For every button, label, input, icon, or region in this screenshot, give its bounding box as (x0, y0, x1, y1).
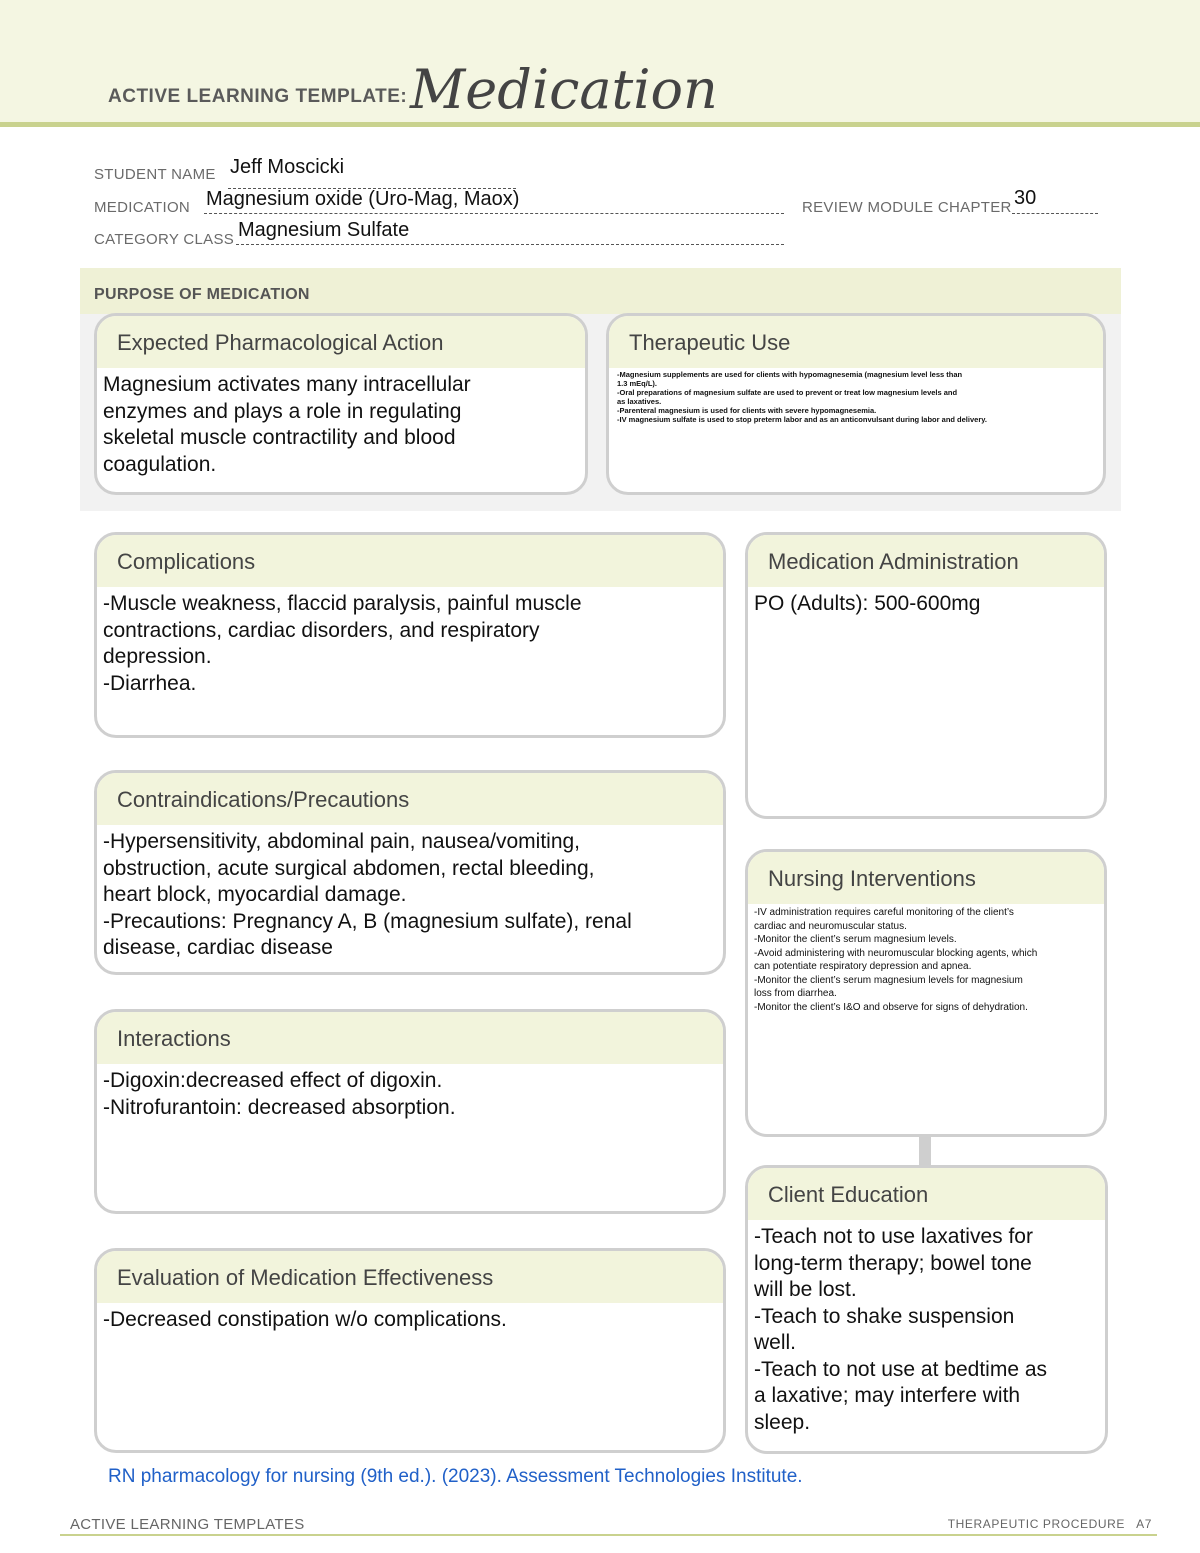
footer-right: THERAPEUTIC PROCEDURE A7 (947, 1517, 1152, 1531)
header-rule (0, 122, 1200, 127)
nursing-interventions-text[interactable]: -IV administration requires careful monitoring of the client’s cardiac and neuromuscular status. -Monitor the client’s serum magnesium levels. -Avoid administering with neuromuscular blocking agents, which can potentiate respiratory depression and apnea. -Monitor the client’s serum magnesium levels for magnesium loss from diarrhea. -Monitor the client’s I&O and observe for signs of dehydration. (754, 907, 1038, 1013)
student-name-field[interactable]: Jeff Moscicki (230, 156, 345, 178)
medication-underline (204, 213, 784, 214)
footer-left: ACTIVE LEARNING TEMPLATES (70, 1516, 305, 1533)
student-name-label: STUDENT NAME (94, 166, 216, 183)
evaluation-box (94, 1248, 726, 1453)
expected-action-box (94, 313, 588, 495)
review-chapter-underline (1012, 213, 1098, 214)
category-class-field[interactable]: Magnesium Sulfate (238, 219, 410, 241)
purpose-label: PURPOSE OF MEDICATION (94, 286, 310, 303)
therapeutic-use-text[interactable]: -Magnesium supplements are used for clients with hypomagnesemia (magnesium level less than 1.3 mEq/L). -Oral preparations of magnesium sulfate are used to prevent or treat low magnesium levels and as laxatives. -Parenteral magnesium is used for clients with severe hypomagnesemia. -IV magnesium sulfate is used to stop preterm labor and as an anticonvulsant during labor and delivery. (617, 370, 987, 424)
medication-field[interactable]: Magnesium oxide (Uro-Mag, Maox) (206, 188, 520, 210)
administration-title: Medication Administration (748, 535, 1104, 587)
citation: RN pharmacology for nursing (9th ed.). (2023). Assessment Technologies Institute. (108, 1466, 803, 1487)
category-class-underline (236, 244, 784, 245)
template-label: ACTIVE LEARNING TEMPLATE: (108, 86, 408, 107)
client-education-box (745, 1165, 1108, 1454)
complications-text[interactable]: -Muscle weakness, flaccid paralysis, painful muscle contractions, cardiac disorders, and respiratory depression. -Diarrhea. (103, 592, 582, 695)
complications-title: Complications (97, 535, 723, 587)
evaluation-text[interactable]: -Decreased constipation w/o complications. (103, 1308, 507, 1331)
evaluation-title: Evaluation of Medication Effectiveness (97, 1251, 723, 1303)
medication-label: MEDICATION (94, 199, 191, 216)
administration-box (745, 532, 1107, 819)
box-connector (919, 1136, 931, 1166)
contraindications-box (94, 770, 726, 975)
complications-box (94, 532, 726, 738)
interactions-box (94, 1009, 726, 1214)
interactions-text[interactable]: -Digoxin:decreased effect of digoxin. -Nitrofurantoin: decreased absorption. (103, 1069, 456, 1119)
category-class-label: CATEGORY CLASS (94, 231, 235, 248)
nursing-interventions-box (745, 849, 1107, 1137)
footer-rule (60, 1534, 1157, 1536)
contraindications-title: Contraindications/Precautions (97, 773, 723, 825)
review-chapter-field[interactable]: 30 (1014, 187, 1037, 209)
nursing-interventions-title: Nursing Interventions (748, 852, 1104, 904)
client-education-text[interactable]: -Teach not to use laxatives for long-term therapy; bowel tone will be lost. -Teach to shake suspension well. -Teach to not use at bedtime as a laxative; may interfere with sleep. (754, 1225, 1048, 1434)
therapeutic-use-box (606, 313, 1106, 495)
contraindications-text[interactable]: -Hypersensitivity, abdominal pain, nausea/vomiting, obstruction, acute surgical abdomen, rectal bleeding, heart block, myocardial damage. -Precautions: Pregnancy A, B (magnesium sulfate), renal disease, cardiac disease (103, 830, 632, 959)
interactions-title: Interactions (97, 1012, 723, 1064)
administration-text[interactable]: PO (Adults): 500-600mg (754, 592, 981, 615)
expected-action-title: Expected Pharmacological Action (97, 316, 585, 368)
expected-action-text[interactable]: Magnesium activates many intracellular enzymes and plays a role in regulating skeletal muscle contractility and blood coagulation. (103, 373, 471, 476)
review-chapter-label: REVIEW MODULE CHAPTER (802, 199, 1012, 216)
therapeutic-use-title: Therapeutic Use (609, 316, 1103, 368)
client-education-title: Client Education (748, 1168, 1105, 1220)
template-title: Medication (410, 58, 718, 121)
